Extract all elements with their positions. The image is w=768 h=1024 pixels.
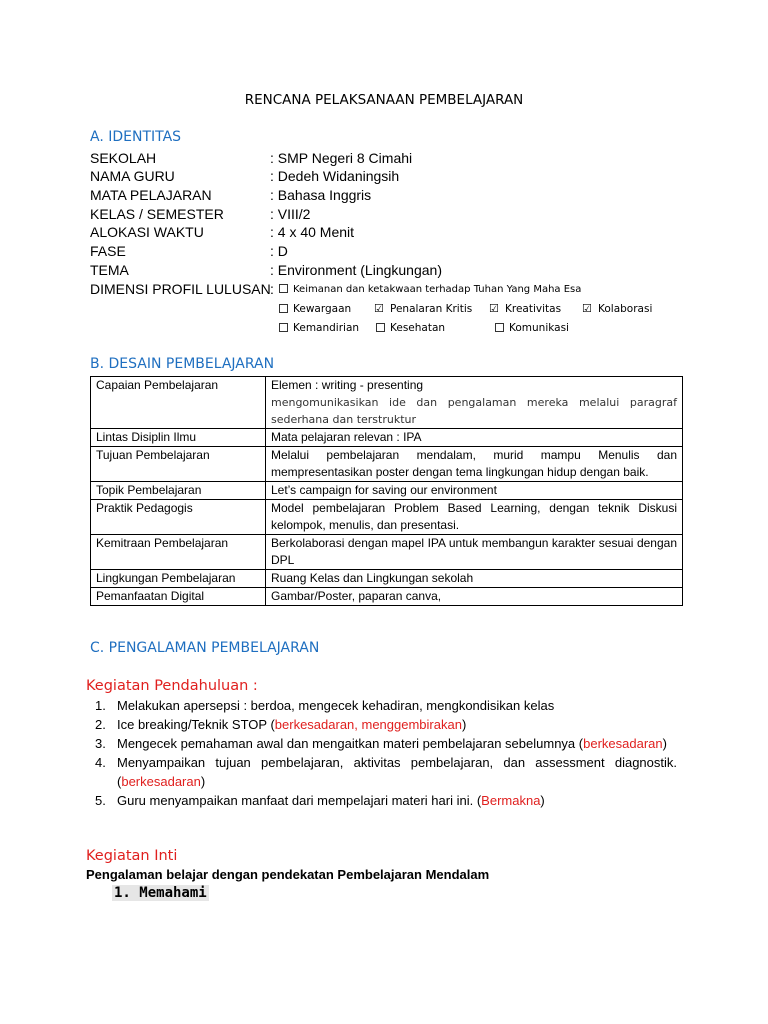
kegiatan-inti-subtitle: Pengalaman belajar dengan pendekatan Pembelajaran Mendalam <box>86 867 490 882</box>
identity-label-fase: FASE <box>90 243 126 259</box>
table-cell-value: Gambar/Poster, paparan canva, <box>266 588 683 606</box>
identity-value-alokasi-waktu: : 4 x 40 Menit <box>270 224 355 240</box>
dimensi-kreativitas-label: Kreativitas <box>505 303 562 315</box>
table-row <box>91 570 683 588</box>
dimensi-item-kreativitas[interactable] <box>489 302 561 315</box>
identity-label-dimensi: DIMENSI PROFIL LULUSAN <box>90 281 271 297</box>
list-item-number: 2. <box>95 717 106 732</box>
table-cell-value: Mata pelajaran relevan : IPA <box>266 429 683 447</box>
list-item-number: 3. <box>95 736 106 751</box>
list-item-tag: Bermakna <box>481 793 541 808</box>
table-row <box>91 588 683 606</box>
identity-label-kelas-semester: KELAS / SEMESTER <box>90 206 224 222</box>
dimensi-kolaborasi-label: Kolaborasi <box>598 303 653 315</box>
list-item-text: Melakukan apersepsi : berdoa, mengecek kehadiran, mengkondisikan kelas <box>117 698 555 713</box>
list-item-text: Ice breaking/Teknik STOP <box>117 717 271 732</box>
document-title: RENCANA PELAKSANAAN PEMBELAJARAN <box>244 92 524 108</box>
identity-label-tema: TEMA <box>90 262 129 278</box>
identity-label-alokasi-waktu: ALOKASI WAKTU <box>90 224 204 240</box>
checkbox-checked-icon: ☑ <box>489 302 499 315</box>
table-cell-value: Melalui pembelajaran mendalam, murid mampu Menulis dan mempresentasikan poster dengan tema lingkungan hidup dengan baik. <box>266 447 683 482</box>
identity-label-sekolah: SEKOLAH <box>90 150 157 166</box>
step-memahami-heading: 1. Memahami <box>114 885 207 901</box>
list-item-text: Menyampaikan tujuan pembelajaran, aktivitas pembelajaran, dan assessment diagnostik. <box>117 755 677 770</box>
pendahuluan-list <box>90 696 677 810</box>
list-item: 4. Menyampaikan tujuan pembelajaran, aktivitas pembelajaran, dan assessment diagnostik. (berkesadaran) <box>95 755 677 789</box>
capaian-elemen: Elemen : writing - presenting <box>271 378 424 392</box>
dimensi-komunikasi-label: Komunikasi <box>509 322 569 334</box>
dimensi-item-kesehatan[interactable] <box>376 322 445 334</box>
dimensi-item-komunikasi[interactable] <box>495 322 569 334</box>
table-cell-label: Pemanfaatan Digital <box>91 588 266 606</box>
table-row <box>91 535 683 570</box>
table-cell-value: Model pembelajaran Problem Based Learning, dengan teknik Diskusi kelompok, menulis, dan presentasi. <box>266 500 683 535</box>
table-cell-label: Kemitraan Pembelajaran <box>91 535 266 570</box>
section-a-heading: A. IDENTITAS <box>90 129 182 145</box>
table-cell-value: Berkolaborasi dengan mapel IPA untuk membangun karakter sesuai dengan DPL <box>266 535 683 570</box>
dimensi-item-keimanan[interactable] <box>279 284 581 295</box>
table-cell-label: Lintas Disiplin Ilmu <box>91 429 266 447</box>
list-item-tag: berkesadaran, menggembirakan <box>274 717 462 732</box>
dimensi-keimanan-label: Keimanan dan ketakwaan terhadap Tuhan Yang Maha Esa <box>293 284 582 295</box>
dimensi-penalaran-kritis-label: Penalaran Kritis <box>390 303 473 315</box>
checkbox-unchecked-icon <box>376 323 385 332</box>
table-cell-label: Tujuan Pembelajaran <box>91 447 266 482</box>
table-row <box>91 377 683 429</box>
table-row <box>91 447 683 482</box>
dimensi-kewargaan-label: Kewargaan <box>293 303 352 315</box>
list-item: 5. Guru menyampaikan manfaat dari mempelajari materi hari ini. (Bermakna) <box>95 793 545 808</box>
checkbox-unchecked-icon <box>495 323 504 332</box>
section-c-heading: C. PENGALAMAN PEMBELAJARAN <box>90 640 320 656</box>
list-item-text: Guru menyampaikan manfaat dari mempelajari materi hari ini. <box>117 793 477 808</box>
table-row <box>91 500 683 535</box>
checkbox-unchecked-icon <box>279 304 288 313</box>
identity-label-nama-guru: NAMA GURU <box>90 168 175 184</box>
table-cell-value <box>266 377 683 429</box>
checkbox-checked-icon: ☑ <box>374 302 384 315</box>
table-cell-label: Capaian Pembelajaran <box>91 377 266 429</box>
dimensi-item-kolaborasi[interactable] <box>582 302 652 315</box>
checkbox-unchecked-icon <box>279 284 288 293</box>
dimensi-item-penalaran-kritis[interactable] <box>374 302 472 315</box>
section-b-heading: B. DESAIN PEMBELAJARAN <box>90 356 275 372</box>
list-item-tag: berkesadaran <box>121 774 201 789</box>
table-cell-value: Let’s campaign for saving our environment <box>266 482 683 500</box>
checkbox-checked-icon: ☑ <box>582 302 592 315</box>
list-item-number: 5. <box>95 793 106 808</box>
identity-value-mata-pelajaran: : Bahasa Inggris <box>270 187 372 203</box>
checkbox-unchecked-icon <box>279 323 288 332</box>
design-table <box>90 376 683 606</box>
table-cell-label: Topik Pembelajaran <box>91 482 266 500</box>
kegiatan-pendahuluan-heading: Kegiatan Pendahuluan : <box>86 678 258 694</box>
kegiatan-inti-heading: Kegiatan Inti <box>86 848 178 864</box>
dimensi-item-kewargaan[interactable] <box>279 303 351 315</box>
dimensi-colon: : <box>270 281 274 297</box>
identity-value-kelas-semester: : VIII/2 <box>270 206 311 222</box>
identity-value-tema: : Environment (Lingkungan) <box>270 262 442 278</box>
table-row <box>91 482 683 500</box>
identity-label-mata-pelajaran: MATA PELAJARAN <box>90 187 212 203</box>
list-item-number: 4. <box>95 755 106 770</box>
list-item-text: Mengecek pemahaman awal dan mengaitkan materi pembelajaran sebelumnya <box>117 736 579 751</box>
dimensi-kesehatan-label: Kesehatan <box>390 322 446 334</box>
list-item: 3. Mengecek pemahaman awal dan mengaitkan materi pembelajaran sebelumnya (berkesadaran) <box>95 736 667 751</box>
list-item: 2. Ice breaking/Teknik STOP (berkesadaran, menggembirakan) <box>95 717 467 732</box>
table-row <box>91 429 683 447</box>
list-item <box>90 696 677 715</box>
dimensi-item-kemandirian[interactable] <box>279 322 359 334</box>
dimensi-kemandirian-label: Kemandirian <box>293 322 360 334</box>
table-cell-value: Ruang Kelas dan Lingkungan sekolah <box>266 570 683 588</box>
list-item-number: 1. <box>95 698 106 713</box>
capaian-deskripsi: mengomunikasikan ide dan pengalaman mereka melalui paragraf sederhana dan terstruktur <box>271 396 677 426</box>
list-item-tag: berkesadaran <box>583 736 663 751</box>
table-cell-label: Lingkungan Pembelajaran <box>91 570 266 588</box>
table-cell-label: Praktik Pedagogis <box>91 500 266 535</box>
identity-value-nama-guru: : Dedeh Widaningsih <box>270 168 400 184</box>
identity-value-fase: : D <box>270 243 288 259</box>
identity-value-sekolah: : SMP Negeri 8 Cimahi <box>270 150 413 166</box>
